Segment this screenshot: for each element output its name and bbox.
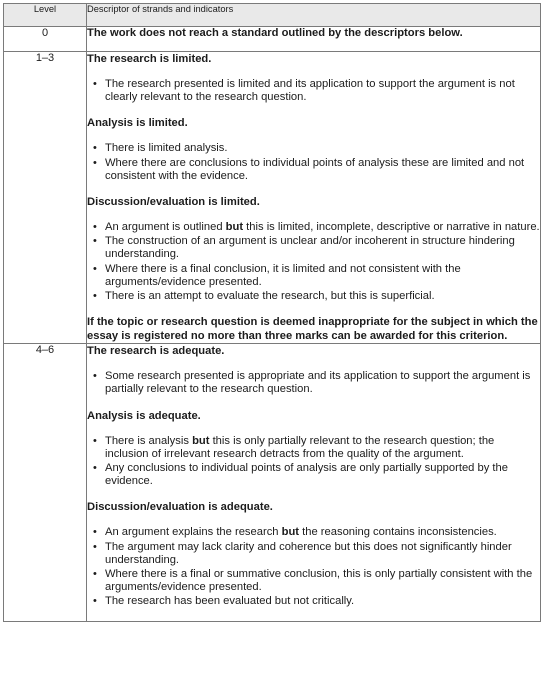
section-heading: Analysis is limited. xyxy=(87,117,188,130)
bullet-text: An argument explains the research xyxy=(105,526,282,539)
level-cell: 0 xyxy=(4,27,87,52)
bullet-text: An argument is outlined xyxy=(105,221,226,234)
section-heading: Discussion/evaluation is limited. xyxy=(87,196,260,209)
list-item xyxy=(87,157,540,183)
list-item xyxy=(87,435,540,461)
rubric-table xyxy=(3,3,541,622)
section-heading: Analysis is adequate. xyxy=(87,409,201,422)
table-row xyxy=(4,344,541,621)
bullet-text: There is an attempt to evaluate the research, but this is superficial. xyxy=(105,290,435,303)
bullet-emphasis: but xyxy=(281,526,300,539)
bullet-icon: • xyxy=(93,78,97,90)
table-row xyxy=(4,27,541,52)
list-item xyxy=(87,263,540,289)
level-cell: 1–3 xyxy=(4,52,87,344)
bullet-text: The research has been evaluated but not critically. xyxy=(105,595,355,608)
bullet-text: There is analysis xyxy=(105,434,193,447)
descriptor-text: The work does not reach a standard outlined by the descriptors below. xyxy=(87,27,463,39)
bullet-text: this is only partially relevant to the research question; the inclusion of irrelevant research detracts from the quality of the argument. xyxy=(105,434,495,460)
bullet-list xyxy=(87,526,540,608)
bullet-text: The argument may lack clarity and coherence but this does not significantly hinder understanding. xyxy=(105,540,512,566)
table-row xyxy=(4,52,541,344)
descriptor-cell xyxy=(87,52,541,344)
bullet-icon: • xyxy=(93,595,97,608)
bullet-icon: • xyxy=(93,462,97,475)
list-item xyxy=(87,568,540,594)
bullet-icon: • xyxy=(93,221,97,234)
bullet-list xyxy=(87,78,540,104)
table-header-row xyxy=(4,4,541,27)
level-cell: 4–6 xyxy=(4,344,87,621)
bullet-emphasis: but xyxy=(225,221,244,234)
bullet-text: There is limited analysis. xyxy=(105,142,228,155)
bullet-text: Where there is a final conclusion, it is limited and not consistent with the arguments/evidence presented. xyxy=(105,262,461,288)
list-item xyxy=(87,370,540,396)
bullet-text: The research presented is limited and its application to support the argument is not clearly relevant to the research question. xyxy=(105,78,515,104)
bullet-icon: • xyxy=(93,235,97,248)
list-item xyxy=(87,221,540,234)
section-heading: The research is adequate. xyxy=(87,345,225,358)
header-level: Level xyxy=(4,4,87,27)
criterion-note: If the topic or research question is deemed inappropriate for the subject in which the essay is registered no more than three marks can be awarded for this criterion. xyxy=(87,316,538,343)
bullet-icon: • xyxy=(93,370,97,383)
bullet-list xyxy=(87,221,540,303)
section-heading: Discussion/evaluation is adequate. xyxy=(87,501,273,514)
bullet-emphasis: but xyxy=(192,434,210,447)
list-item xyxy=(87,78,540,104)
bullet-text: Any conclusions to individual points of analysis are only partially supported by the evidence. xyxy=(105,462,508,488)
bullet-icon: • xyxy=(93,568,97,581)
list-item xyxy=(87,595,540,608)
list-item xyxy=(87,541,540,567)
bullet-icon: • xyxy=(93,262,97,275)
bullet-icon: • xyxy=(93,142,97,155)
bullet-text: this is limited, incomplete, descriptive or narrative in nature. xyxy=(243,221,540,234)
bullet-text: Where there is a final or summative conclusion, this is only partially consistent with the arguments/evidence presented. xyxy=(105,568,533,594)
list-item xyxy=(87,142,540,155)
list-item xyxy=(87,235,540,261)
bullet-icon: • xyxy=(93,156,97,169)
descriptor-cell xyxy=(87,344,541,621)
bullet-icon: • xyxy=(93,540,97,553)
bullet-text: the reasoning contains inconsistencies. xyxy=(299,526,497,539)
bullet-text: The construction of an argument is unclear and/or incoherent in structure hindering understanding. xyxy=(105,235,515,261)
list-item xyxy=(87,462,540,488)
bullet-icon: • xyxy=(93,290,97,303)
list-item xyxy=(87,290,540,303)
bullet-list xyxy=(87,370,540,396)
bullet-list xyxy=(87,435,540,489)
header-descriptor: Descriptor of strands and indicators xyxy=(87,4,541,27)
list-item xyxy=(87,526,540,539)
bullet-list xyxy=(87,142,540,183)
bullet-text: Where there are conclusions to individual points of analysis these are limited and not consistent with the evidence. xyxy=(105,156,525,182)
bullet-icon: • xyxy=(93,526,97,539)
bullet-text: Some research presented is appropriate and its application to support the argument is partially relevant to the research question. xyxy=(105,370,531,396)
section-heading: The research is limited. xyxy=(87,53,212,65)
bullet-icon: • xyxy=(93,434,97,447)
descriptor-cell xyxy=(87,27,541,52)
